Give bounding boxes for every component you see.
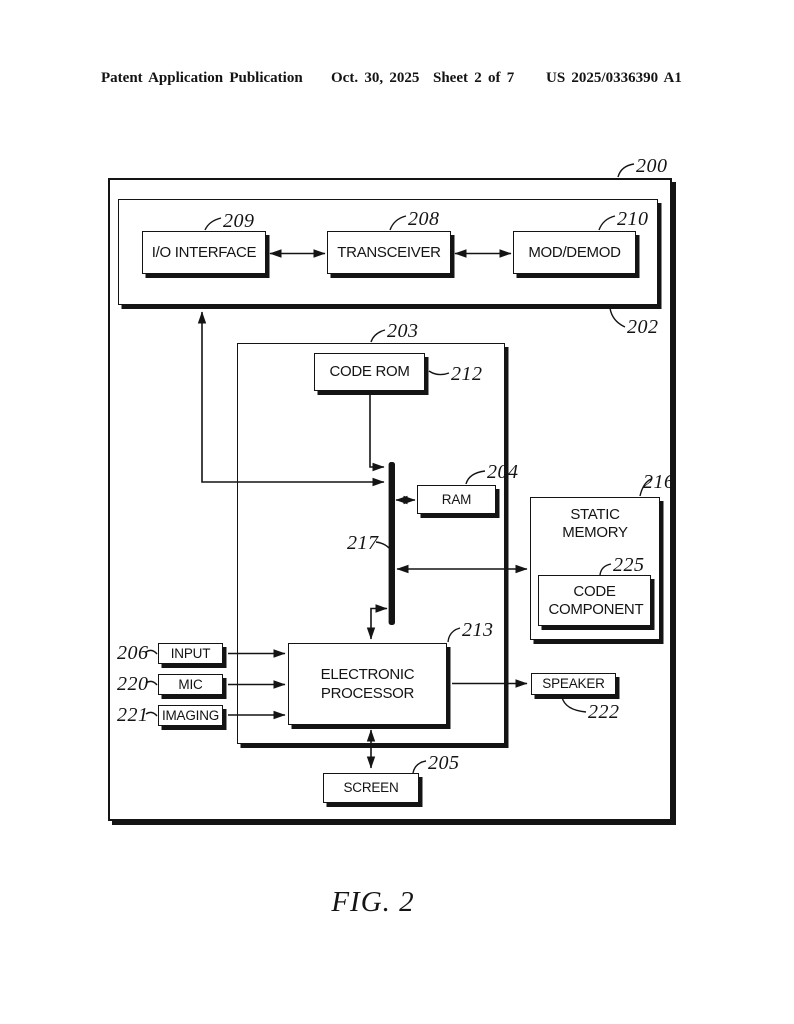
ref-206: 206	[117, 642, 149, 664]
electronic-processor-label: ELECTRONIC PROCESSOR	[320, 666, 415, 702]
header-patent-number: US 2025/0336390 A1	[546, 70, 682, 86]
code-rom-label: CODE ROM	[329, 363, 410, 380]
transceiver-box	[327, 231, 451, 274]
ref-210: 210	[617, 208, 649, 230]
header-sheet: Sheet 2 of 7	[433, 70, 515, 86]
ref-202: 202	[627, 316, 659, 338]
electronic-processor-box	[288, 643, 447, 725]
leader-200	[618, 164, 634, 177]
io-interface-box	[142, 231, 266, 274]
mod-demod-label: MOD/DEMOD	[528, 243, 621, 261]
ref-200: 200	[636, 155, 668, 177]
transceiver-label: TRANSCEIVER	[337, 243, 441, 261]
ref-225: 225	[613, 554, 645, 576]
ram-box	[417, 485, 496, 514]
ref-220: 220	[117, 673, 149, 695]
mic-box	[158, 674, 223, 695]
mod-demod-box	[513, 231, 636, 274]
input-box	[158, 643, 223, 664]
ref-216: 216	[643, 471, 675, 493]
imaging-box	[158, 705, 223, 726]
ref-208: 208	[408, 208, 440, 230]
ram-label: RAM	[441, 491, 472, 507]
screen-label: SCREEN	[343, 780, 399, 795]
imaging-label: IMAGING	[161, 707, 220, 723]
ref-212: 212	[451, 363, 483, 385]
static-memory-label: STATIC MEMORY	[562, 506, 628, 541]
ref-222: 222	[588, 701, 620, 723]
ref-209: 209	[223, 210, 255, 232]
ref-204: 204	[487, 461, 519, 483]
io-interface-label: I/O INTERFACE	[151, 243, 257, 261]
ref-217: 217	[347, 532, 379, 554]
speaker-box	[531, 673, 616, 695]
figure-caption: FIG. 2	[331, 886, 415, 918]
ref-221: 221	[117, 704, 149, 726]
code-component-label: CODE COMPONENT	[548, 582, 644, 618]
screen-box	[323, 773, 419, 803]
code-component-box	[538, 575, 651, 626]
ref-213: 213	[462, 619, 494, 641]
mic-label: MIC	[178, 676, 203, 692]
header-publication: Patent Application Publication	[101, 70, 303, 86]
header-date: Oct. 30, 2025	[331, 70, 420, 86]
ref-205: 205	[428, 752, 460, 774]
speaker-label: SPEAKER	[542, 676, 605, 691]
code-rom-box	[314, 353, 425, 391]
input-label: INPUT	[170, 645, 211, 661]
ref-203: 203	[387, 320, 419, 342]
